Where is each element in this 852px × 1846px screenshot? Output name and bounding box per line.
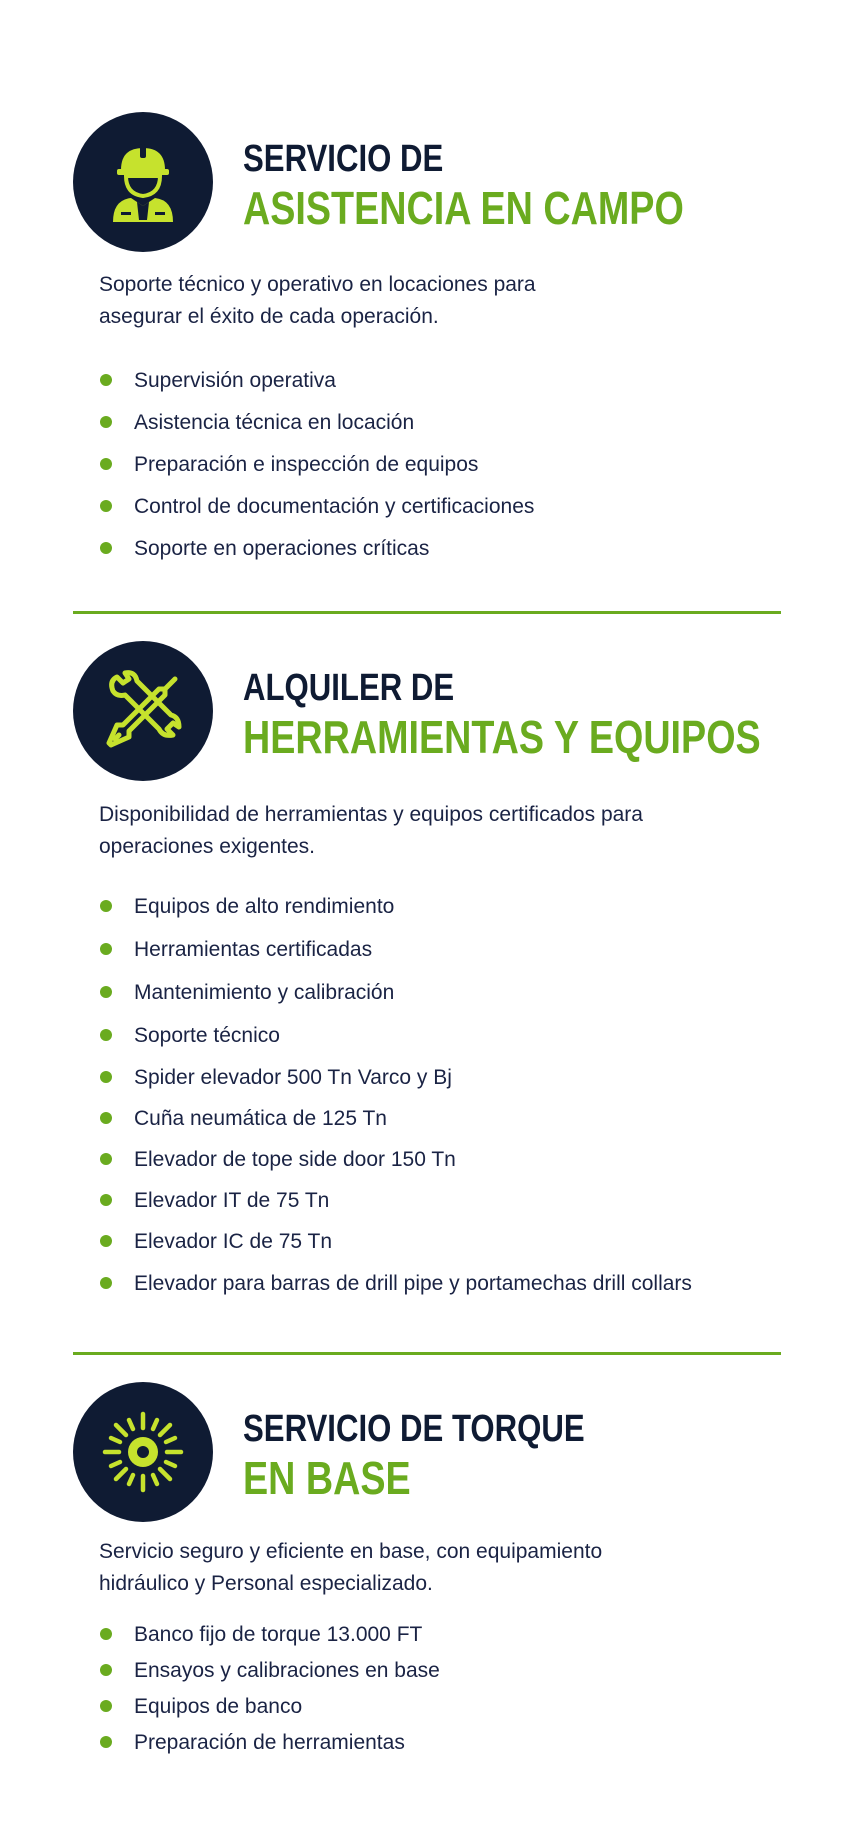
- bullet-dot-icon: [100, 542, 112, 554]
- title-bottom: HERRAMIENTAS Y EQUIPOS: [243, 711, 761, 763]
- list-item: Mantenimiento y calibración: [99, 971, 692, 1014]
- list-item: Spider elevador 500 Tn Varco y Bj: [99, 1057, 692, 1098]
- bullet-dot-icon: [100, 986, 112, 998]
- list-item: Elevador de tope side door 150 Tn: [99, 1139, 692, 1180]
- bullet-dot-icon: [100, 1153, 112, 1165]
- section-divider: [73, 611, 781, 614]
- list-item: Equipos de banco: [99, 1689, 440, 1725]
- list-item: Preparación de herramientas: [99, 1725, 440, 1761]
- bullet-dot-icon: [100, 1235, 112, 1247]
- list-item: Elevador IC de 75 Tn: [99, 1221, 692, 1263]
- torque-gear-icon: [101, 1410, 185, 1494]
- section-description: Servicio seguro y eficiente en base, con equipamiento hidráulico y Personal especializado.: [99, 1540, 603, 1595]
- bullet-dot-icon: [100, 374, 112, 386]
- section-field-assistance: [73, 112, 783, 572]
- list-item: Elevador IT de 75 Tn: [99, 1180, 692, 1221]
- bullet-dot-icon: [100, 458, 112, 470]
- bullet-dot-icon: [100, 943, 112, 955]
- section-title: [243, 665, 852, 763]
- section-description: Soporte técnico y operativo en locaciones para asegurar el éxito de cada operación.: [99, 273, 536, 328]
- icon-badge: [73, 112, 213, 252]
- bullet-dot-icon: [100, 1112, 112, 1124]
- wrench-screwdriver-icon: [101, 669, 185, 753]
- icon-badge: [73, 641, 213, 781]
- list-item: Equipos de alto rendimiento: [99, 885, 692, 928]
- bullet-dot-icon: [100, 1628, 112, 1640]
- list-item: Asistencia técnica en locación: [99, 402, 534, 444]
- title-top: ALQUILER DE: [243, 667, 455, 709]
- bullet-dot-icon: [100, 1700, 112, 1712]
- bullet-dot-icon: [100, 1277, 112, 1289]
- bullet-dot-icon: [100, 1029, 112, 1041]
- bullet-list: [99, 360, 534, 570]
- bullet-dot-icon: [100, 900, 112, 912]
- bullet-dot-icon: [100, 1194, 112, 1206]
- list-item: Soporte en operaciones críticas: [99, 528, 534, 570]
- bullet-list: [99, 1617, 440, 1761]
- section-title: [243, 1406, 660, 1504]
- title-top: SERVICIO DE TORQUE: [243, 1408, 585, 1450]
- section-description: Disponibilidad de herramientas y equipos certificados para operaciones exigentes.: [99, 803, 643, 858]
- bullet-list: [99, 885, 692, 1305]
- section-divider: [73, 1352, 781, 1355]
- list-item: Banco fijo de torque 13.000 FT: [99, 1617, 440, 1653]
- bullet-dot-icon: [100, 1736, 112, 1748]
- bullet-dot-icon: [100, 500, 112, 512]
- title-top: SERVICIO DE: [243, 138, 444, 180]
- list-item: Supervisión operativa: [99, 360, 534, 402]
- bullet-dot-icon: [100, 1664, 112, 1676]
- list-item: Elevador para barras de drill pipe y portamechas drill collars: [99, 1263, 692, 1305]
- list-item: Ensayos y calibraciones en base: [99, 1653, 440, 1689]
- list-item: Soporte técnico: [99, 1014, 692, 1057]
- section-tool-rental: [73, 641, 783, 1321]
- bullet-dot-icon: [100, 1071, 112, 1083]
- worker-hardhat-icon: [101, 140, 185, 224]
- list-item: Control de documentación y certificaciones: [99, 486, 534, 528]
- icon-badge: [73, 1382, 213, 1522]
- title-bottom: EN BASE: [243, 1452, 411, 1504]
- list-item: Preparación e inspección de equipos: [99, 444, 534, 486]
- list-item: Herramientas certificadas: [99, 928, 692, 971]
- section-base-torque: [73, 1382, 783, 1782]
- list-item: Cuña neumática de 125 Tn: [99, 1098, 692, 1139]
- bullet-dot-icon: [100, 416, 112, 428]
- title-bottom: ASISTENCIA EN CAMPO: [243, 182, 684, 234]
- section-title: [243, 136, 781, 234]
